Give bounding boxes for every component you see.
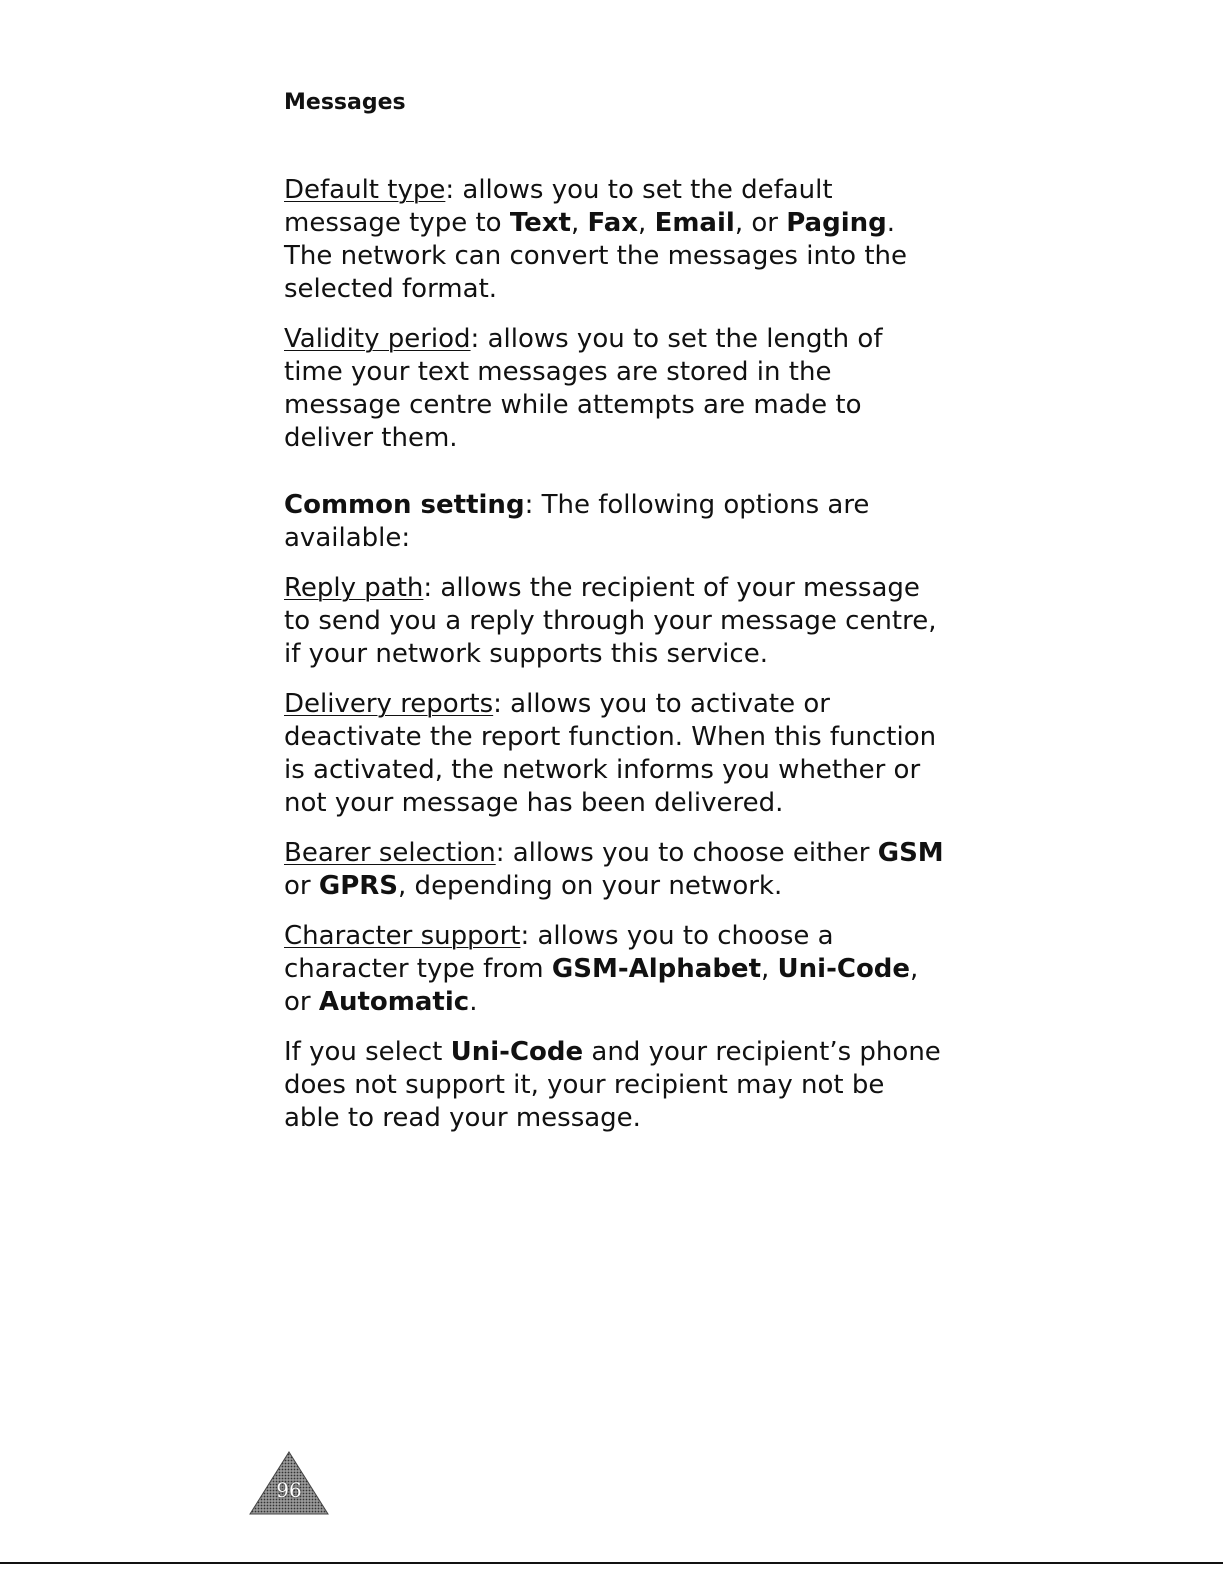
term-reply-path: Reply path (284, 573, 424, 603)
term-bearer-selection: Bearer selection (284, 838, 496, 868)
option-paging: Paging (786, 208, 887, 238)
term-default-type: Default type (284, 175, 446, 205)
paragraph-character-support (284, 920, 944, 1019)
option-gsm: GSM (877, 838, 944, 868)
heading-common-setting: Common setting (284, 490, 525, 520)
option-text: Text (509, 208, 571, 238)
text-segment: , depending on your network. (398, 871, 783, 901)
text-segment: : allows you to choose a character type from (284, 921, 834, 984)
text-segment: : The following options are available: (284, 490, 870, 553)
option-email: Email (654, 208, 735, 238)
text-segment: : allows you to choose either (495, 838, 878, 868)
text-segment: , (638, 208, 655, 238)
text-segment: : allows you to activate or deactivate the report function. When this function is activated, the network informs you whether or not your message has been delivered. (284, 689, 937, 818)
text-segment: . (469, 987, 478, 1017)
text-segment: or (284, 871, 319, 901)
text-segment: : allows the recipient of your message to send you a reply through your message centre, if your network supports this service. (284, 573, 937, 669)
term-character-support: Character support (284, 921, 521, 951)
text-segment: : allows you to set the length of time your text messages are stored in the message centre while attempts are made to deliver them. (284, 324, 883, 453)
text-segment: , or (734, 208, 787, 238)
text-segment: If you select (284, 1037, 451, 1067)
page-header: Messages (284, 90, 406, 115)
option-fax: Fax (587, 208, 639, 238)
option-gsm-alphabet: GSM-Alphabet (551, 954, 761, 984)
paragraph-bearer-selection (284, 837, 944, 903)
paragraph-unicode-note (284, 1036, 944, 1135)
paragraph-delivery-reports (284, 688, 944, 820)
text-segment: . The network can convert the messages into the selected format. (284, 208, 907, 304)
text-segment: and your recipient’s phone does not support it, your recipient may not be able to read your message. (284, 1037, 941, 1133)
option-uni-code: Uni-Code (777, 954, 911, 984)
bottom-rule (0, 1562, 1223, 1564)
page-number: 96 (276, 1478, 302, 1502)
paragraph-common-setting (284, 489, 944, 555)
paragraph-reply-path (284, 572, 944, 671)
option-gprs: GPRS (318, 871, 399, 901)
option-automatic: Automatic (318, 987, 470, 1017)
page-body (284, 174, 944, 1152)
paragraph-default-type (284, 174, 944, 306)
text-segment: : allows you to set the default message type to (284, 175, 833, 238)
term-uni-code: Uni-Code (450, 1037, 584, 1067)
term-validity-period: Validity period (284, 324, 471, 354)
paragraph-validity-period (284, 323, 944, 455)
text-segment: , (761, 954, 778, 984)
text-segment: , or (284, 954, 919, 1017)
text-segment: , (570, 208, 588, 238)
term-delivery-reports: Delivery reports (284, 689, 494, 719)
